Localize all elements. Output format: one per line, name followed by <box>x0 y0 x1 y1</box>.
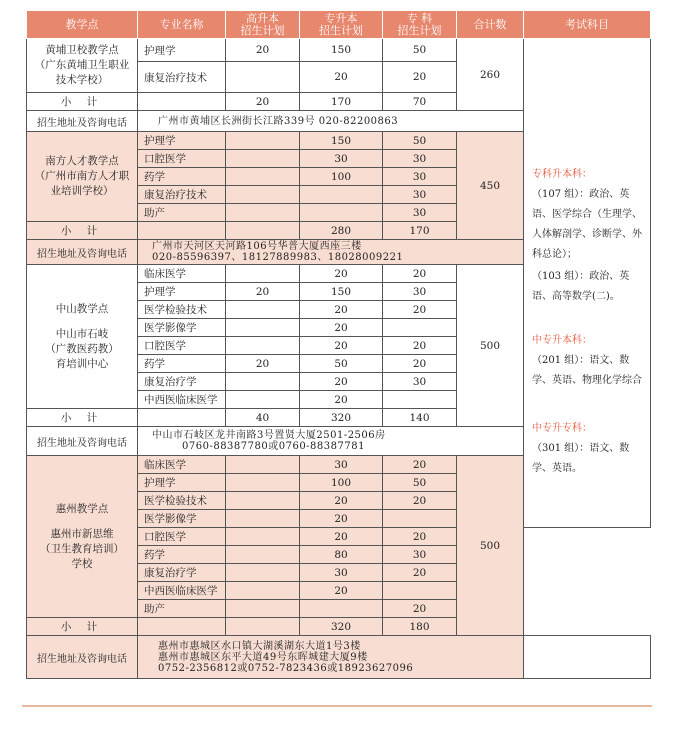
address-label: 招生地址及咨询电话 <box>27 240 138 265</box>
major-cell: 中西医临床医学 <box>138 391 226 409</box>
zsb-cell: 100 <box>300 168 383 186</box>
zsb-cell <box>300 600 383 618</box>
zsb-cell: 30 <box>300 456 383 474</box>
zk-cell: 20 <box>383 337 457 355</box>
major-cell: 护理学 <box>138 283 226 301</box>
zsb-cell: 20 <box>300 265 383 283</box>
address-line-2: 0760-88387780或0760-88387781 <box>182 441 365 452</box>
subtotal-zk: 70 <box>383 93 457 111</box>
zsb-cell: 20 <box>300 391 383 409</box>
subtotal-gsb: 40 <box>226 409 300 427</box>
major-cell: 助产 <box>138 204 226 222</box>
zk-cell <box>383 391 457 409</box>
zk-cell: 20 <box>383 600 457 618</box>
subtotal-label: 小 计 <box>27 222 138 240</box>
major-cell: 医学检验技术 <box>138 492 226 510</box>
zsb-cell: 150 <box>300 132 383 150</box>
major-cell: 药学 <box>138 168 226 186</box>
zk-cell: 30 <box>383 186 457 204</box>
exam-gsb-title: 中专升本科： <box>532 335 592 346</box>
zk-cell: 20 <box>383 456 457 474</box>
header-row <box>27 11 651 39</box>
major-cell: 医学检验技术 <box>138 301 226 319</box>
site-zhongshan-org: 中山市石岐 （广教医药教） 育培训中心 <box>45 327 119 370</box>
total-huangpu: 260 <box>457 39 524 111</box>
zsb-cell: 20 <box>300 319 383 337</box>
zk-cell: 30 <box>383 168 457 186</box>
address-text: 广州市黄埔区长洲街长江路339号 020-82200863 <box>138 111 524 132</box>
major-cell: 中西医临床医学 <box>138 582 226 600</box>
gsb-cell <box>226 600 300 618</box>
zsb-cell: 20 <box>300 301 383 319</box>
zk-cell: 30 <box>383 204 457 222</box>
zsb-cell: 20 <box>300 510 383 528</box>
major-cell: 药学 <box>138 355 226 373</box>
zsb-cell: 50 <box>300 355 383 373</box>
zsb-cell: 20 <box>300 492 383 510</box>
gsb-cell <box>226 62 300 93</box>
zk-cell: 50 <box>383 132 457 150</box>
gsb-cell <box>226 492 300 510</box>
enrollment-plan-table <box>26 10 651 679</box>
zsb-cell: 30 <box>300 150 383 168</box>
major-cell: 康复治疗学 <box>138 564 226 582</box>
zk-cell: 30 <box>383 150 457 168</box>
zsb-cell: 20 <box>300 373 383 391</box>
gsb-cell <box>226 373 300 391</box>
zsb-cell: 100 <box>300 474 383 492</box>
site-zhongshan <box>27 265 138 409</box>
table-row <box>27 39 651 62</box>
address-label: 招生地址及咨询电话 <box>27 427 138 456</box>
subtotal-blank <box>138 222 226 240</box>
address-label: 招生地址及咨询电话 <box>27 111 138 132</box>
major-cell: 医学影像学 <box>138 319 226 337</box>
subtotal-label: 小 计 <box>27 93 138 111</box>
exam-gsb-text: （201 组）：语文、数学、英语、物理化学综合 <box>532 355 642 386</box>
gsb-cell <box>226 301 300 319</box>
gsb-cell <box>226 150 300 168</box>
gsb-cell <box>226 132 300 150</box>
exam-zsb-title: 专科升本科： <box>532 169 592 180</box>
zsb-cell: 20 <box>300 62 383 93</box>
subtotal-zsb: 280 <box>300 222 383 240</box>
gsb-cell <box>226 168 300 186</box>
address-line-1: 广州市天河区天河路106号华普大厦西座三楼 <box>152 241 362 252</box>
subtotal-label: 小 计 <box>27 409 138 427</box>
address-text <box>138 427 524 456</box>
address-row <box>27 636 651 679</box>
exam-zk-text: （301 组）：语文、数学、英语。 <box>532 443 630 474</box>
site-zhongshan-name: 中山教学点 <box>55 302 109 315</box>
zk-cell: 30 <box>383 283 457 301</box>
major-cell: 药学 <box>138 546 226 564</box>
header-zsb: 专升本 招生计划 <box>300 11 383 39</box>
zk-cell <box>383 319 457 337</box>
gsb-cell <box>226 265 300 283</box>
gsb-cell: 20 <box>226 39 300 62</box>
gsb-cell <box>226 204 300 222</box>
zsb-cell: 20 <box>300 582 383 600</box>
header-gsb: 高升本 招生计划 <box>226 11 300 39</box>
enrollment-table-wrap <box>26 10 650 679</box>
address-line-2: 惠州市惠城区东平大道49号东晖城建大厦9楼 <box>158 651 368 663</box>
zsb-cell <box>300 186 383 204</box>
site-nanfang: 南方人才教学点 （广州市南方人才职业培训学校） <box>27 132 138 222</box>
major-cell: 口腔医学 <box>138 150 226 168</box>
subtotal-zsb: 320 <box>300 409 383 427</box>
zk-cell: 30 <box>383 373 457 391</box>
address-line-2: 020-85596397、18127889983、18028009221 <box>152 252 404 263</box>
subtotal-zsb: 170 <box>300 93 383 111</box>
zk-cell: 20 <box>383 355 457 373</box>
subtotal-blank <box>138 618 226 636</box>
major-cell: 康复治疗技术 <box>138 186 226 204</box>
gsb-cell <box>226 391 300 409</box>
header-zk: 专 科 招生计划 <box>383 11 457 39</box>
subtotal-blank <box>138 93 226 111</box>
total-zhongshan: 500 <box>457 265 524 427</box>
gsb-cell <box>226 337 300 355</box>
header-total: 合计数 <box>457 11 524 39</box>
zk-cell: 20 <box>383 62 457 93</box>
header-major: 专业名称 <box>138 11 226 39</box>
gsb-cell <box>226 510 300 528</box>
subtotal-gsb <box>226 222 300 240</box>
gsb-cell <box>226 582 300 600</box>
zk-cell: 20 <box>383 492 457 510</box>
gsb-cell <box>226 546 300 564</box>
zsb-cell: 30 <box>300 564 383 582</box>
address-line-1: 惠州市惠城区水口镇大湖溪湖东大道1号3楼 <box>158 640 361 652</box>
major-cell: 口腔医学 <box>138 528 226 546</box>
zsb-cell: 80 <box>300 546 383 564</box>
subtotal-gsb: 20 <box>226 93 300 111</box>
major-cell: 护理学 <box>138 39 226 62</box>
total-huizhou: 500 <box>457 456 524 636</box>
site-huizhou-name: 惠州教学点 <box>55 502 109 515</box>
gsb-cell <box>226 528 300 546</box>
subtotal-label: 小 计 <box>27 618 138 636</box>
gsb-cell <box>226 474 300 492</box>
header-site: 教学点 <box>27 11 138 39</box>
zk-cell: 20 <box>383 564 457 582</box>
zk-cell <box>383 582 457 600</box>
zk-cell: 50 <box>383 474 457 492</box>
exam-zk-title: 中专升专科： <box>532 423 592 434</box>
major-cell: 医学影像学 <box>138 510 226 528</box>
gsb-cell <box>226 319 300 337</box>
address-text <box>138 636 524 679</box>
major-cell: 口腔医学 <box>138 337 226 355</box>
major-cell: 临床医学 <box>138 456 226 474</box>
major-cell: 康复治疗学 <box>138 373 226 391</box>
exam-zsb-text1: （107 组）：政治、英语、医学综合（生理学、人体解剖学、诊断学、外科总论）； <box>532 189 642 260</box>
zsb-cell <box>300 204 383 222</box>
major-cell: 临床医学 <box>138 265 226 283</box>
gsb-cell <box>226 456 300 474</box>
address-line-3: 0752-2356812或0752-7823436或18923627096 <box>158 662 414 674</box>
zsb-cell: 20 <box>300 528 383 546</box>
major-cell: 护理学 <box>138 132 226 150</box>
site-huangpu: 黄埔卫校教学点 （广东黄埔卫生职业技术学校） <box>27 39 138 93</box>
subtotal-zk: 140 <box>383 409 457 427</box>
major-cell: 康复治疗技术 <box>138 62 226 93</box>
address-label: 招生地址及咨询电话 <box>27 636 138 679</box>
address-text <box>138 240 524 265</box>
subtotal-zk: 170 <box>383 222 457 240</box>
zsb-cell: 20 <box>300 337 383 355</box>
address-line-1: 中山市石岐区龙井南路3号置贤大厦2501-2506房 <box>152 430 386 441</box>
site-huizhou <box>27 456 138 618</box>
gsb-cell <box>226 564 300 582</box>
zk-cell: 20 <box>383 301 457 319</box>
major-cell: 护理学 <box>138 474 226 492</box>
major-cell: 助产 <box>138 600 226 618</box>
zk-cell: 20 <box>383 528 457 546</box>
gsb-cell: 20 <box>226 355 300 373</box>
subtotal-blank <box>138 409 226 427</box>
subtotal-zk: 180 <box>383 618 457 636</box>
header-exam: 考试科目 <box>524 11 651 39</box>
zsb-cell: 150 <box>300 283 383 301</box>
zk-cell <box>383 510 457 528</box>
exam-subjects <box>524 39 651 528</box>
gsb-cell: 20 <box>226 283 300 301</box>
site-huizhou-org: 惠州市新思维 （卫生教育培训） 学校 <box>40 527 124 570</box>
zsb-cell: 150 <box>300 39 383 62</box>
exam-zsb-text2: （103 组）：政治、英语、高等数学(二)。 <box>532 271 630 302</box>
zk-cell: 20 <box>383 265 457 283</box>
exam-tail <box>524 636 651 679</box>
total-nanfang: 450 <box>457 132 524 240</box>
zk-cell: 50 <box>383 39 457 62</box>
gsb-cell <box>226 186 300 204</box>
zk-cell: 30 <box>383 546 457 564</box>
subtotal-zsb: 320 <box>300 618 383 636</box>
subtotal-gsb <box>226 618 300 636</box>
subtotal-row <box>27 618 651 636</box>
